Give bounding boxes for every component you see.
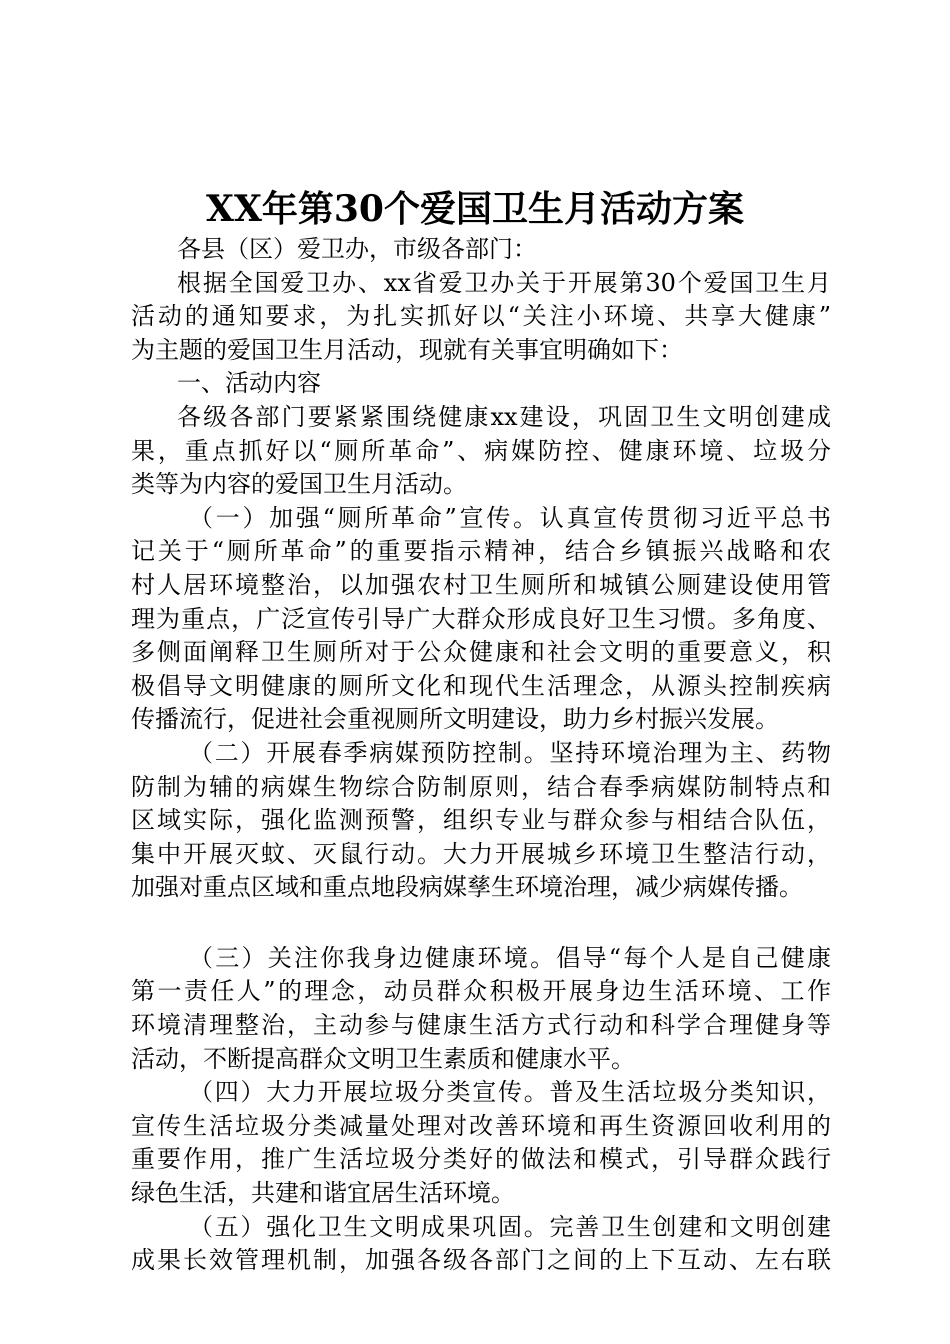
item-2-paragraph-line: 防制为辅的病媒生物综合防制原则，结合春季病媒防制特点和 — [131, 772, 831, 801]
paragraph-gap — [131, 905, 831, 942]
item-4-paragraph-line: （四）大力开展垃圾分类宣传。普及生活垃圾分类知识， — [189, 1078, 831, 1107]
item-3-paragraph-line: （三）关注你我身边健康环境。倡导“每个人是自己健康 — [189, 943, 831, 972]
document-body — [131, 233, 831, 1278]
section-paragraph-line: 各级各部门要紧紧围绕健康xx建设，巩固卫生文明创建成 — [177, 402, 831, 431]
intro-paragraph-line: 为主题的爱国卫生月活动，现就有关事宜明确如下： — [131, 335, 683, 364]
item-1-paragraph-line: （一）加强“厕所革命”宣传。认真宣传贯彻习近平总书 — [189, 503, 831, 532]
section-heading: 一、活动内容 — [177, 369, 321, 398]
item-3-paragraph-line: 活动，不断提高群众文明卫生素质和健康水平。 — [131, 1044, 635, 1073]
item-1-paragraph-line: 传播流行，促进社会重视厕所文明建设，助力乡村振兴发展。 — [131, 705, 779, 734]
item-4-paragraph-line: 重要作用，推广生活垃圾分类好的做法和模式，引导群众践行 — [131, 1145, 831, 1174]
item-1-paragraph-line: 多侧面阐释卫生厕所对于公众健康和社会文明的重要意义，积 — [131, 638, 831, 667]
item-4-paragraph-line: 宣传生活垃圾分类减量处理对改善环境和再生资源回收利用的 — [131, 1111, 831, 1140]
item-2-paragraph-line: 区域实际，强化监测预警，组织专业与群众参与相结合队伍， — [131, 806, 831, 835]
item-2-paragraph-line: 加强对重点区域和重点地段病媒孳生环境治理，减少病媒传播。 — [131, 873, 803, 902]
item-1-paragraph-line: 极倡导文明健康的厕所文化和现代生活理念，从源头控制疾病 — [131, 671, 831, 700]
document-title: XX年第30个爱国卫生月活动方案 — [206, 188, 744, 230]
section-paragraph-line: 果，重点抓好以“厕所革命”、病媒防控、健康环境、垃圾分 — [131, 436, 831, 465]
item-2-paragraph-line: 集中开展灭蚊、灭鼠行动。大力开展城乡环境卫生整洁行动， — [131, 839, 831, 868]
item-5-paragraph-line: 成果长效管理机制，加强各级各部门之间的上下互动、左右联 — [131, 1246, 831, 1275]
item-3-paragraph-line: 环境清理整治，主动参与健康生活方式行动和科学合理健身等 — [131, 1011, 831, 1040]
item-1-paragraph-line: 理为重点，广泛宣传引导广大群众形成良好卫生习惯。多角度、 — [131, 604, 831, 633]
intro-paragraph-line: 根据全国爱卫办、xx省爱卫办关于开展第30个爱国卫生月 — [177, 268, 831, 297]
item-4-paragraph-line: 绿色生活，共建和谐宜居生活环境。 — [131, 1179, 515, 1208]
item-5-paragraph-line: （五）强化卫生文明成果巩固。完善卫生创建和文明创建 — [189, 1212, 831, 1241]
item-3-paragraph-line: 第一责任人”的理念，动员群众积极开展身边生活环境、工作 — [131, 977, 831, 1006]
item-2-paragraph-line: （二）开展春季病媒预防控制。坚持环境治理为主、药物 — [189, 738, 831, 767]
item-1-paragraph-line: 村人居环境整治，以加强农村卫生厕所和城镇公厕建设使用管 — [131, 570, 831, 599]
intro-paragraph-line: 活动的通知要求，为扎实抓好以“关注小环境、共享大健康” — [131, 302, 831, 331]
section-paragraph-line: 类等为内容的爱国卫生月活动。 — [131, 470, 467, 499]
salutation-line: 各县（区）爱卫办，市级各部门： — [177, 235, 537, 263]
item-1-paragraph-line: 记关于“厕所革命”的重要指示精神，结合乡镇振兴战略和农 — [131, 537, 831, 566]
